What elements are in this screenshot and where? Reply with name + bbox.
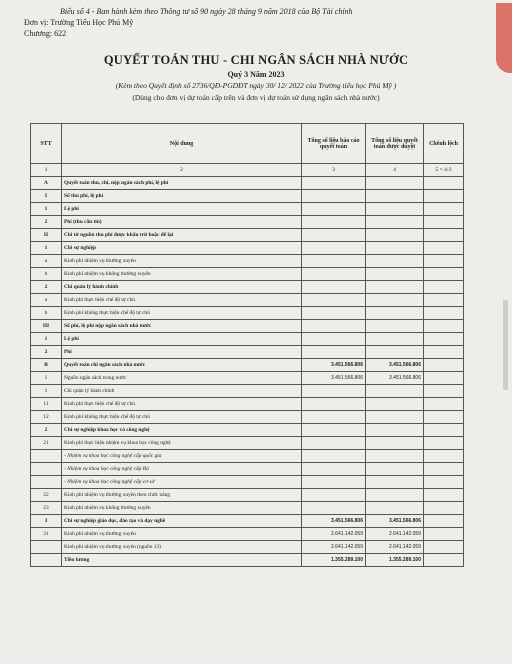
- row-reported-total: [302, 255, 366, 268]
- row-stt: 2: [31, 346, 62, 359]
- table-row: [31, 554, 464, 567]
- table-row: [31, 372, 464, 385]
- report-period: Quý 3 Năm 2023: [227, 70, 285, 79]
- row-approved-total: [366, 476, 424, 489]
- row-reported-total: [302, 320, 366, 333]
- row-difference: [424, 476, 464, 489]
- row-stt: II: [31, 229, 62, 242]
- row-difference: [424, 229, 464, 242]
- row-difference: [424, 411, 464, 424]
- page-margin-shadow: [503, 300, 508, 390]
- table-row: [31, 242, 464, 255]
- row-content: Kinh phí không thực hiện chế độ tự chủ: [62, 307, 302, 320]
- row-content: Kinh phí nhiệm vụ thường xuyên (nguồn 13): [62, 541, 302, 554]
- table-row: [31, 476, 464, 489]
- row-content: Kinh phí nhiệm vụ không thường xuyên: [62, 268, 302, 281]
- row-reported-total: [302, 281, 366, 294]
- table-row: [31, 359, 464, 372]
- page-title: QUYẾT TOÁN THU - CHI NGÂN SÁCH NHÀ NƯỚC: [103, 53, 409, 67]
- row-difference: [424, 502, 464, 515]
- row-approved-total: [366, 268, 424, 281]
- row-content: Chi từ nguồn thu phí được khấu trừ hoặc để lại: [62, 229, 302, 242]
- row-stt: b: [31, 268, 62, 281]
- row-content: Số phí, lệ phí nộp ngân sách nhà nước: [62, 320, 302, 333]
- row-difference: [424, 268, 464, 281]
- row-stt: 1: [31, 203, 62, 216]
- row-reported-total: [302, 242, 366, 255]
- row-stt: A: [31, 177, 62, 190]
- usage-note: (Dùng cho đơn vị dự toán cấp trên và đơn vị dự toán sử dụng ngân sách nhà nước): [132, 93, 380, 102]
- row-approved-total: 2.641.142.059: [366, 528, 424, 541]
- table-header-row: [31, 124, 464, 164]
- row-difference: [424, 333, 464, 346]
- row-content: Kinh phí không thực hiện chế độ tự chủ: [62, 411, 302, 424]
- row-difference: [424, 463, 464, 476]
- row-difference: [424, 255, 464, 268]
- row-reported-total: 2.641.142.059: [302, 541, 366, 554]
- row-content: Phí (thu căn tin): [62, 216, 302, 229]
- row-content: Kinh phí thực hiện nhiệm vụ khoa học công nghệ: [62, 437, 302, 450]
- row-approved-total: [366, 203, 424, 216]
- table-row: [31, 385, 464, 398]
- row-stt: 11: [31, 398, 62, 411]
- row-stt: III: [31, 320, 62, 333]
- row-approved-total: [366, 333, 424, 346]
- column-number: 2: [62, 164, 302, 177]
- col-header-content: Nội dung: [62, 124, 302, 164]
- row-content: Nguồn ngân sách trong nước: [62, 372, 302, 385]
- row-stt: I: [31, 372, 62, 385]
- row-difference: [424, 489, 464, 502]
- row-stt: 31: [31, 528, 62, 541]
- table-row: [31, 541, 464, 554]
- row-difference: [424, 320, 464, 333]
- row-stt: [31, 450, 62, 463]
- row-reported-total: 3.451.566.806: [302, 515, 366, 528]
- row-reported-total: [302, 229, 366, 242]
- column-number: 1: [31, 164, 62, 177]
- col-header-difference: Chênh lệch: [424, 124, 464, 164]
- table-row: [31, 463, 464, 476]
- row-difference: [424, 203, 464, 216]
- row-stt: 1: [31, 385, 62, 398]
- row-reported-total: [302, 385, 366, 398]
- column-number: 5 = 4-3: [424, 164, 464, 177]
- row-stt: 22: [31, 489, 62, 502]
- row-content: Quyết toán thu, chi, nộp ngân sách phí, lệ phí: [62, 177, 302, 190]
- row-approved-total: [366, 216, 424, 229]
- row-stt: a: [31, 294, 62, 307]
- row-content: Kinh phí nhiệm vụ thường xuyên: [62, 528, 302, 541]
- row-content: Chi sự nghiệp giáo dục, đào tạo và dạy nghề: [62, 515, 302, 528]
- table-row: [31, 307, 464, 320]
- row-stt: a: [31, 255, 62, 268]
- row-reported-total: [302, 203, 366, 216]
- table-row: [31, 437, 464, 450]
- row-approved-total: [366, 424, 424, 437]
- row-content: Quyết toán chi ngân sách nhà nước: [62, 359, 302, 372]
- row-reported-total: [302, 411, 366, 424]
- row-reported-total: 2.641.142.059: [302, 528, 366, 541]
- row-reported-total: 1.355.289.100: [302, 554, 366, 567]
- row-content: Chi quản lý hành chính: [62, 281, 302, 294]
- table-row: [31, 515, 464, 528]
- row-reported-total: [302, 190, 366, 203]
- row-content: Kinh phí nhiệm vụ thường xuyên: [62, 255, 302, 268]
- row-difference: [424, 528, 464, 541]
- row-content: Số thu phí, lệ phí: [62, 190, 302, 203]
- row-content: Tiền lương: [62, 554, 302, 567]
- row-stt: 1: [31, 242, 62, 255]
- row-content: Chi sự nghiệp: [62, 242, 302, 255]
- row-difference: [424, 346, 464, 359]
- row-stt: 12: [31, 411, 62, 424]
- row-approved-total: [366, 411, 424, 424]
- table-row: [31, 216, 464, 229]
- table-row: [31, 190, 464, 203]
- table-row: [31, 528, 464, 541]
- form-note: Biểu số 4 - Ban hành kèm theo Thông tư số 90 ngày 28 tháng 9 năm 2018 của Bộ Tài chính: [60, 7, 353, 16]
- row-difference: [424, 385, 464, 398]
- row-stt: [31, 554, 62, 567]
- settlement-table: [30, 123, 464, 567]
- row-stt: 1: [31, 333, 62, 346]
- row-content: - Nhiệm vụ khoa học công nghệ cấp Bộ: [62, 463, 302, 476]
- row-difference: [424, 372, 464, 385]
- row-content: - Nhiệm vụ khoa học công nghệ cấp cơ sở: [62, 476, 302, 489]
- row-difference: [424, 437, 464, 450]
- table-row: [31, 489, 464, 502]
- table-row: [31, 333, 464, 346]
- table-row: [31, 346, 464, 359]
- col-header-approved-total: Tổng số liệu quyết toán được duyệt: [366, 124, 424, 164]
- row-approved-total: [366, 294, 424, 307]
- col-header-reported-total: Tổng số liệu báo cáo quyết toán: [302, 124, 366, 164]
- row-reported-total: [302, 450, 366, 463]
- row-stt: [31, 476, 62, 489]
- row-difference: [424, 541, 464, 554]
- col-header-stt: STT: [31, 124, 62, 164]
- row-approved-total: [366, 437, 424, 450]
- row-reported-total: [302, 476, 366, 489]
- row-stt: B: [31, 359, 62, 372]
- row-reported-total: [302, 398, 366, 411]
- row-stt: 23: [31, 502, 62, 515]
- row-difference: [424, 242, 464, 255]
- row-stt: 2: [31, 424, 62, 437]
- row-difference: [424, 216, 464, 229]
- row-stt: 3: [31, 515, 62, 528]
- row-approved-total: [366, 229, 424, 242]
- row-difference: [424, 424, 464, 437]
- row-approved-total: 3.451.566.806: [366, 359, 424, 372]
- table-row: [31, 411, 464, 424]
- row-approved-total: [366, 255, 424, 268]
- row-reported-total: [302, 216, 366, 229]
- row-approved-total: [366, 190, 424, 203]
- row-approved-total: [366, 307, 424, 320]
- row-difference: [424, 398, 464, 411]
- table-row: [31, 424, 464, 437]
- row-approved-total: [366, 489, 424, 502]
- table-row: [31, 294, 464, 307]
- row-stt: [31, 463, 62, 476]
- row-reported-total: [302, 424, 366, 437]
- column-number: 4: [366, 164, 424, 177]
- row-difference: [424, 307, 464, 320]
- row-reported-total: [302, 489, 366, 502]
- row-approved-total: [366, 450, 424, 463]
- row-approved-total: [366, 502, 424, 515]
- row-stt: [31, 541, 62, 554]
- row-difference: [424, 281, 464, 294]
- table-row: [31, 229, 464, 242]
- row-reported-total: 3.451.566.806: [302, 359, 366, 372]
- row-difference: [424, 177, 464, 190]
- row-difference: [424, 515, 464, 528]
- row-approved-total: [366, 463, 424, 476]
- table-row: [31, 398, 464, 411]
- row-stt: I: [31, 190, 62, 203]
- row-approved-total: 3.451.566.806: [366, 515, 424, 528]
- unit-name: Đơn vị: Trường Tiểu Học Phú Mỹ: [24, 18, 134, 27]
- row-stt: b: [31, 307, 62, 320]
- table-row: [31, 203, 464, 216]
- row-reported-total: [302, 307, 366, 320]
- table-row: [31, 255, 464, 268]
- row-content: Lệ phí: [62, 203, 302, 216]
- column-number: 3: [302, 164, 366, 177]
- table-row: [31, 268, 464, 281]
- row-content: Kinh phí thực hiện chế độ tự chủ: [62, 398, 302, 411]
- row-reported-total: [302, 437, 366, 450]
- row-reported-total: [302, 333, 366, 346]
- row-content: Kinh phí nhiệm vụ thường xuyên theo chức năng: [62, 489, 302, 502]
- table-row: [31, 450, 464, 463]
- row-approved-total: 3.451.566.806: [366, 372, 424, 385]
- chapter-code: Chương: 622: [24, 29, 67, 38]
- table-row: [31, 320, 464, 333]
- table-row: [31, 177, 464, 190]
- row-content: Chi quản lý hành chính: [62, 385, 302, 398]
- table-row: [31, 502, 464, 515]
- row-difference: [424, 359, 464, 372]
- row-reported-total: [302, 268, 366, 281]
- row-content: Kinh phí nhiệm vụ không thường xuyên: [62, 502, 302, 515]
- row-stt: 21: [31, 437, 62, 450]
- row-difference: [424, 190, 464, 203]
- row-difference: [424, 450, 464, 463]
- row-content: Chi sự nghiệp khoa học và công nghệ: [62, 424, 302, 437]
- row-content: Lệ phí: [62, 333, 302, 346]
- row-difference: [424, 554, 464, 567]
- row-content: Phí: [62, 346, 302, 359]
- row-approved-total: [366, 385, 424, 398]
- row-approved-total: [366, 346, 424, 359]
- row-approved-total: 1.355.289.100: [366, 554, 424, 567]
- row-reported-total: [302, 294, 366, 307]
- row-reported-total: 3.451.566.806: [302, 372, 366, 385]
- row-approved-total: 2.641.142.059: [366, 541, 424, 554]
- row-reported-total: [302, 463, 366, 476]
- attachment-note: (Kèm theo Quyết định số 2736/QĐ-PGDĐT ngày 30/ 12/ 2022 của Trường tiểu học Phú Mỹ ): [115, 81, 397, 90]
- table-row: [31, 281, 464, 294]
- row-approved-total: [366, 177, 424, 190]
- row-approved-total: [366, 398, 424, 411]
- row-approved-total: [366, 320, 424, 333]
- column-number-row: [31, 164, 464, 177]
- row-reported-total: [302, 177, 366, 190]
- row-content: - Nhiệm vụ khoa học công nghệ cấp quốc gia: [62, 450, 302, 463]
- row-approved-total: [366, 242, 424, 255]
- row-reported-total: [302, 346, 366, 359]
- row-stt: 2: [31, 281, 62, 294]
- row-approved-total: [366, 281, 424, 294]
- row-content: Kinh phí thực hiện chế độ tự chủ: [62, 294, 302, 307]
- row-stt: 2: [31, 216, 62, 229]
- row-reported-total: [302, 502, 366, 515]
- row-difference: [424, 294, 464, 307]
